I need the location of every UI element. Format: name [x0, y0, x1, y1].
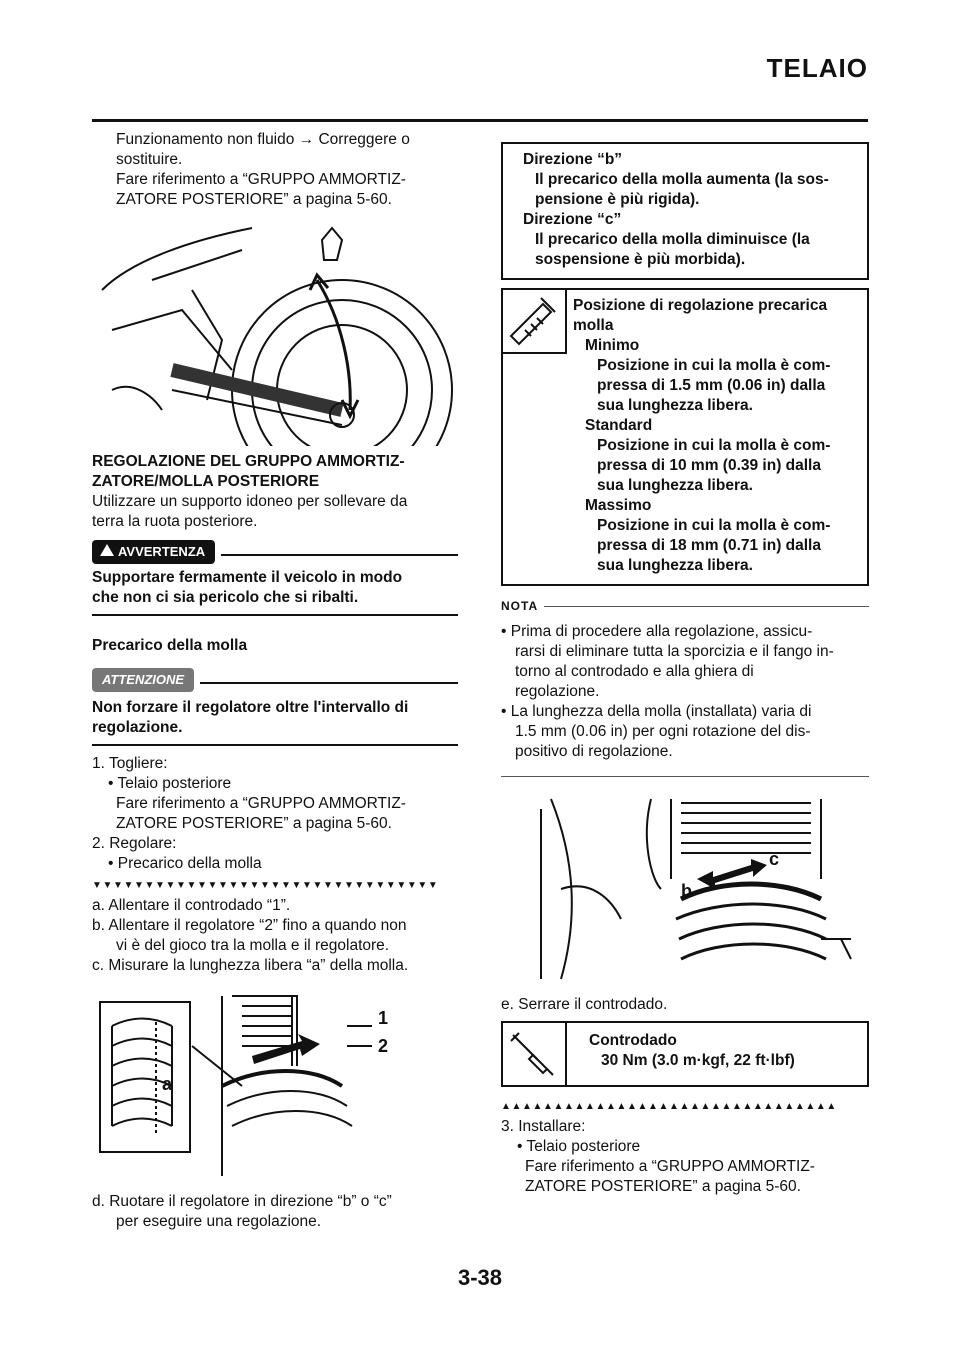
- note-header: [501, 596, 869, 616]
- spec-label: Massimo: [585, 497, 652, 514]
- substep-text: vi è del gioco tra la molla e il regolatore.: [116, 937, 390, 954]
- figure-label-c: c: [769, 849, 780, 869]
- step-bullet: • Telaio posteriore: [108, 775, 232, 792]
- direction-text: pensione è più rigida).: [535, 191, 700, 208]
- page-title: TELAIO: [766, 53, 868, 83]
- substep-text: a. Allentare il controdado “1”.: [92, 897, 291, 914]
- note-label: NOTA: [501, 599, 539, 613]
- adjuster-direction-illustration: [501, 789, 869, 989]
- step-text: 2. Regolare:: [92, 835, 177, 852]
- note-end-rule: [501, 776, 869, 777]
- spec-label: Standard: [585, 417, 653, 434]
- step-ref: Fare riferimento a “GRUPPO AMMORTIZ-: [525, 1158, 815, 1175]
- spec-value: pressa di 18 mm (0.71 in) dalla: [597, 537, 821, 554]
- caution-header: [92, 668, 458, 692]
- figure-label-b: b: [681, 881, 692, 901]
- caution-end-rule: [92, 744, 458, 746]
- step-text: 3. Installare:: [501, 1118, 586, 1135]
- warning-badge: [92, 540, 215, 564]
- spring-adjust-illustration: [92, 986, 458, 1186]
- header-rule: [92, 119, 868, 122]
- note-text: • La lunghezza della molla (installata) varia di: [501, 703, 812, 720]
- note-text: positivo di regolazione.: [515, 743, 673, 760]
- spec-value: sua lunghezza libera.: [597, 557, 753, 574]
- procedure-start-marker: ▼▼▼▼▼▼▼▼▼▼▼▼▼▼▼▼▼▼▼▼▼▼▼▼▼▼▼▼▼▼▼▼▼: [92, 880, 439, 891]
- step-bullet: • Telaio posteriore: [517, 1138, 641, 1155]
- figure-label-1: 1: [378, 1008, 389, 1028]
- figure-label-2: 2: [378, 1036, 389, 1056]
- procedure-end-marker: ▲▲▲▲▲▲▲▲▲▲▲▲▲▲▲▲▲▲▲▲▲▲▲▲▲▲▲▲▲▲▲▲: [501, 1101, 837, 1112]
- rear-wheel-drawing: [92, 220, 458, 446]
- direction-text: Il precarico della molla aumenta (la sos-: [535, 171, 829, 188]
- torque-icon-cell: [503, 1023, 567, 1085]
- warning-label: AVVERTENZA: [118, 544, 206, 559]
- caution-rule: [200, 682, 458, 684]
- spring-drawing: [92, 986, 458, 1186]
- note-text: 1.5 mm (0.06 in) per ogni rotazione del dis-: [515, 723, 811, 740]
- page-number: 3-38: [457, 1265, 503, 1290]
- measuring-tool-icon: [503, 290, 563, 350]
- left-column: [92, 130, 458, 1232]
- torque-wrench-icon: [503, 1023, 563, 1085]
- note-text: torno al controdado e alla ghiera di: [515, 663, 754, 680]
- spec-value: Posizione in cui la molla è com-: [597, 517, 831, 534]
- direction-text: sospensione è più morbida).: [535, 251, 746, 268]
- step-bullet: • Precarico della molla: [108, 855, 262, 872]
- spec-value: Posizione in cui la molla è com-: [597, 357, 831, 374]
- warning-triangle-icon: [100, 544, 114, 556]
- spec-value: sua lunghezza libera.: [597, 397, 753, 414]
- intro-text: sostituire.: [116, 151, 183, 168]
- warning-end-rule: [92, 614, 458, 616]
- spec-title: molla: [573, 317, 614, 334]
- intro-text: Fare riferimento a “GRUPPO AMMORTIZ-: [116, 171, 406, 188]
- rear-wheel-illustration: [92, 220, 458, 446]
- spec-value: sua lunghezza libera.: [597, 477, 753, 494]
- substep-text: per eseguire una regolazione.: [116, 1213, 322, 1230]
- note-text: regolazione.: [515, 683, 600, 700]
- direction-text: Il precarico della molla diminuisce (la: [535, 231, 810, 248]
- spec-label: Minimo: [585, 337, 640, 354]
- section-heading: REGOLAZIONE DEL GRUPPO AMMORTIZ-: [92, 453, 405, 470]
- caution-text: regolazione.: [92, 719, 183, 736]
- spec-icon-cell: [503, 290, 567, 354]
- note-rule: [544, 606, 869, 607]
- sub-heading: Precarico della molla: [92, 637, 248, 654]
- warning-header: [92, 540, 458, 564]
- substep-text: d. Ruotare il regolatore in direzione “b” o “c”: [92, 1193, 392, 1210]
- note-text: • Prima di procedere alla regolazione, assicu-: [501, 623, 813, 640]
- intro-text: Funzionamento non fluido → Correggere o: [116, 131, 410, 148]
- spec-title: Posizione di regolazione precarica: [573, 297, 828, 314]
- section-heading: ZATORE/MOLLA POSTERIORE: [92, 473, 320, 490]
- step-ref: Fare riferimento a “GRUPPO AMMORTIZ-: [116, 795, 406, 812]
- torque-title: Controdado: [589, 1032, 677, 1049]
- right-column: [501, 142, 869, 1197]
- spec-value: pressa di 10 mm (0.39 in) dalla: [597, 457, 821, 474]
- direction-title: Direzione “b”: [523, 151, 623, 168]
- caution-text: Non forzare il regolatore oltre l'intervallo di: [92, 699, 409, 716]
- substep-text: c. Misurare la lunghezza libera “a” della molla.: [92, 957, 409, 974]
- step-ref: ZATORE POSTERIORE” a pagina 5-60.: [525, 1178, 801, 1195]
- spec-value: pressa di 1.5 mm (0.06 in) dalla: [597, 377, 826, 394]
- substep-text: b. Allentare il regolatore “2” fino a quando non: [92, 917, 407, 934]
- warning-text: che non ci sia pericolo che si ribalti.: [92, 589, 359, 606]
- spec-box: [501, 288, 869, 586]
- direction-title: Direzione “c”: [523, 211, 622, 228]
- torque-value: 30 Nm (3.0 m·kgf, 22 ft·lbf): [601, 1052, 795, 1069]
- direction-box: [501, 142, 869, 280]
- step-ref: ZATORE POSTERIORE” a pagina 5-60.: [116, 815, 392, 832]
- substep-text: e. Serrare il controdado.: [501, 996, 668, 1013]
- section-body: Utilizzare un supporto idoneo per sollevare da: [92, 493, 408, 510]
- intro-text: ZATORE POSTERIORE” a pagina 5-60.: [116, 191, 392, 208]
- torque-box: [501, 1021, 869, 1087]
- step-text: 1. Togliere:: [92, 755, 168, 772]
- warning-text: Supportare fermamente il veicolo in modo: [92, 569, 403, 586]
- caution-badge: ATTENZIONE: [92, 668, 194, 692]
- section-body: terra la ruota posteriore.: [92, 513, 258, 530]
- spec-value: Posizione in cui la molla è com-: [597, 437, 831, 454]
- note-text: rarsi di eliminare tutta la sporcizia e il fango in-: [515, 643, 834, 660]
- warning-rule: [221, 554, 458, 556]
- figure-label-a: a: [162, 1074, 173, 1094]
